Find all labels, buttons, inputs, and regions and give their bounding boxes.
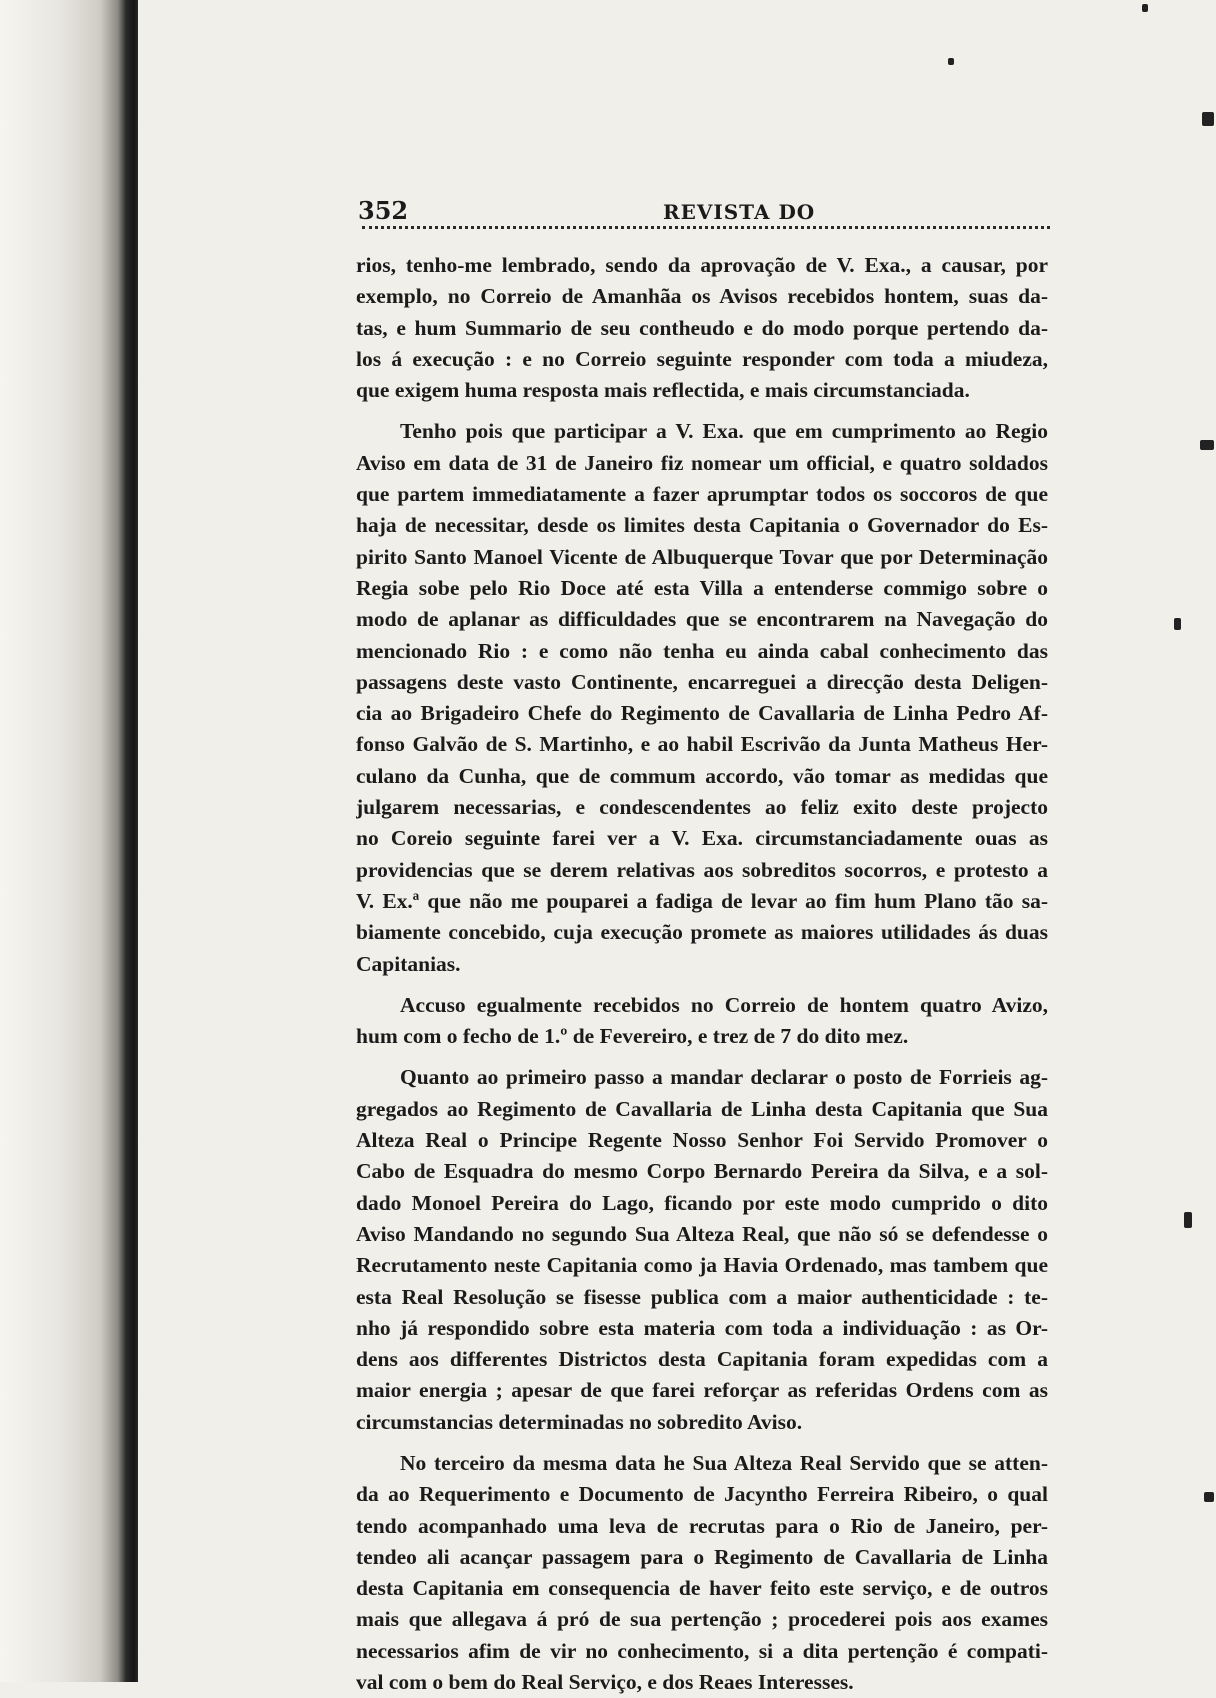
text-line: Quanto ao primeiro passo a mandar declarar o posto de Forrieis ag- <box>400 1065 1048 1090</box>
text-line: esta Real Resolução se fisesse publica com a maior authenticidade : te- <box>356 1284 1048 1309</box>
page-number: 352 <box>358 196 409 225</box>
text-line: tendo acompanhado uma leva de recrutas para o Rio de Janeiro, per- <box>356 1513 1048 1538</box>
margin-mark <box>1204 1492 1214 1502</box>
text-line: rios, tenho-me lembrado, sendo da aprovação de V. Exa., a causar, por <box>356 253 1048 277</box>
text-line: gregados ao Regimento de Cavallaria de Linha desta Capitania que Sua <box>356 1096 1048 1121</box>
text-line: dado Monoel Pereira do Lago, ficando por este modo cumprido o dito <box>356 1190 1048 1215</box>
text-line: desta Capitania em consequencia de haver feito este serviço, e de outros <box>356 1576 1048 1601</box>
text-line: cia ao Brigadeiro Chefe do Regimento de Cavallaria de Linha Pedro Af- <box>356 701 1048 726</box>
text-line: mencionado Rio : e como não tenha eu ainda cabal conhecimento das <box>356 638 1048 663</box>
text-line: val com o bem do Real Serviço, e dos Reaes Interesses. <box>356 1670 854 1695</box>
text-line: Aviso Mandando no segundo Sua Alteza Real, que não só se defendesse o <box>356 1221 1048 1246</box>
text-line: tendeo ali acançar passagem para o Regimento de Cavallaria de Linha <box>356 1544 1048 1569</box>
text-line: nho já respondido sobre esta materia com toda a individuação : as Or- <box>356 1315 1048 1340</box>
margin-mark <box>1184 1212 1192 1228</box>
book-binding-shadow <box>0 0 138 1682</box>
text-line: dens aos differentes Districtos desta Capitania foram expedidas com a <box>356 1347 1048 1372</box>
margin-mark <box>1174 618 1181 630</box>
text-line: julgarem necessarias, e condescendentes ao feliz exito deste projecto <box>356 795 1048 820</box>
text-line: Cabo de Esquadra do mesmo Corpo Bernardo Pereira da Silva, e a sol- <box>356 1159 1048 1184</box>
text-line: necessarios afim de vir no conhecimento, si a dita pertenção é compati- <box>356 1638 1048 1663</box>
text-line: Recrutamento neste Capitania como ja Havia Ordenado, mas tambem que <box>356 1253 1048 1278</box>
text-line: da ao Requerimento e Documento de Jacyntho Ferreira Ribeiro, o qual <box>356 1482 1048 1507</box>
text-line: Regia sobe pelo Rio Doce até esta Villa a entenderse commigo sobre o <box>356 575 1048 600</box>
text-line: culano da Cunha, que de commum accordo, vão tomar as medidas que <box>356 763 1048 788</box>
text-line: pirito Santo Manoel Vicente de Albuquerque Tovar que por Determinação <box>356 544 1048 569</box>
text-line: exemplo, no Correio de Amanhãa os Avisos recebidos hontem, suas da- <box>356 284 1048 309</box>
text-line: passagens deste vasto Continente, encarreguei a direcção desta Deligen- <box>356 669 1048 694</box>
text-line: Aviso em data de 31 de Janeiro fiz nomear um official, e quatro soldados <box>356 450 1048 475</box>
text-line: no Coreio seguinte farei ver a V. Exa. circumstanciadamente ouas as <box>356 826 1048 851</box>
paragraph <box>356 1062 1048 1438</box>
text-line: No terceiro da mesma data he Sua Alteza Real Servido que se atten- <box>400 1450 1048 1475</box>
text-line: Alteza Real o Principe Regente Nosso Senhor Foi Servido Promover o <box>356 1128 1048 1153</box>
paragraph <box>356 250 1048 406</box>
text-line: fonso Galvão de S. Martinho, e ao habil Escrivão da Junta Matheus Her- <box>356 732 1048 757</box>
running-title: REVISTA DO <box>663 200 816 224</box>
page-header <box>358 196 1048 228</box>
text-line: circumstancias determinadas no sobredito Aviso. <box>356 1409 803 1434</box>
margin-mark <box>1142 4 1148 12</box>
text-line: que partem immediatamente a fazer aprumptar todos os soccoros de que <box>356 482 1048 507</box>
text-line: Tenho pois que participar a V. Exa. que em cumprimento ao Regio <box>400 419 1048 444</box>
text-line: modo de aplanar as difficuldades que se encontrarem na Navegação do <box>356 607 1048 632</box>
body-text <box>356 250 1048 1698</box>
paragraph <box>356 990 1048 1053</box>
text-line: que exigem huma resposta mais reflectida, e mais circumstanciada. <box>356 378 970 403</box>
margin-mark <box>1202 112 1214 126</box>
paragraph <box>356 416 1048 979</box>
text-line: biamente concebido, cuja execução promete as maiores utilidades ás duas <box>356 920 1048 945</box>
text-line: mais que allegava á pró de sua pertenção ; procederei pois aos exames <box>356 1607 1048 1632</box>
text-line: maior energia ; apesar de que farei reforçar as referidas Ordens com as <box>356 1378 1048 1403</box>
text-line: los á execução : e no Correio seguinte responder com toda a miudeza, <box>356 346 1048 371</box>
paragraph <box>356 1448 1048 1698</box>
header-rule <box>362 226 1050 229</box>
text-line: V. Ex.ª que não me pouparei a fadiga de levar ao fim hum Plano tão sa- <box>356 888 1048 913</box>
text-line: Accuso egualmente recebidos no Correio de hontem quatro Avizo, <box>400 992 1048 1017</box>
margin-mark <box>948 58 954 65</box>
text-line: tas, e hum Summario de seu contheudo e do modo porque pertendo da- <box>356 315 1048 340</box>
text-line: providencias que se derem relativas aos sobreditos socorros, e protesto a <box>356 857 1048 882</box>
margin-mark <box>1200 440 1214 450</box>
text-line: hum com o fecho de 1.º de Fevereiro, e trez de 7 do dito mez. <box>356 1024 909 1049</box>
text-line: Capitanias. <box>356 951 461 976</box>
text-line: haja de necessitar, desde os limites desta Capitania o Governador do Es- <box>356 513 1048 538</box>
